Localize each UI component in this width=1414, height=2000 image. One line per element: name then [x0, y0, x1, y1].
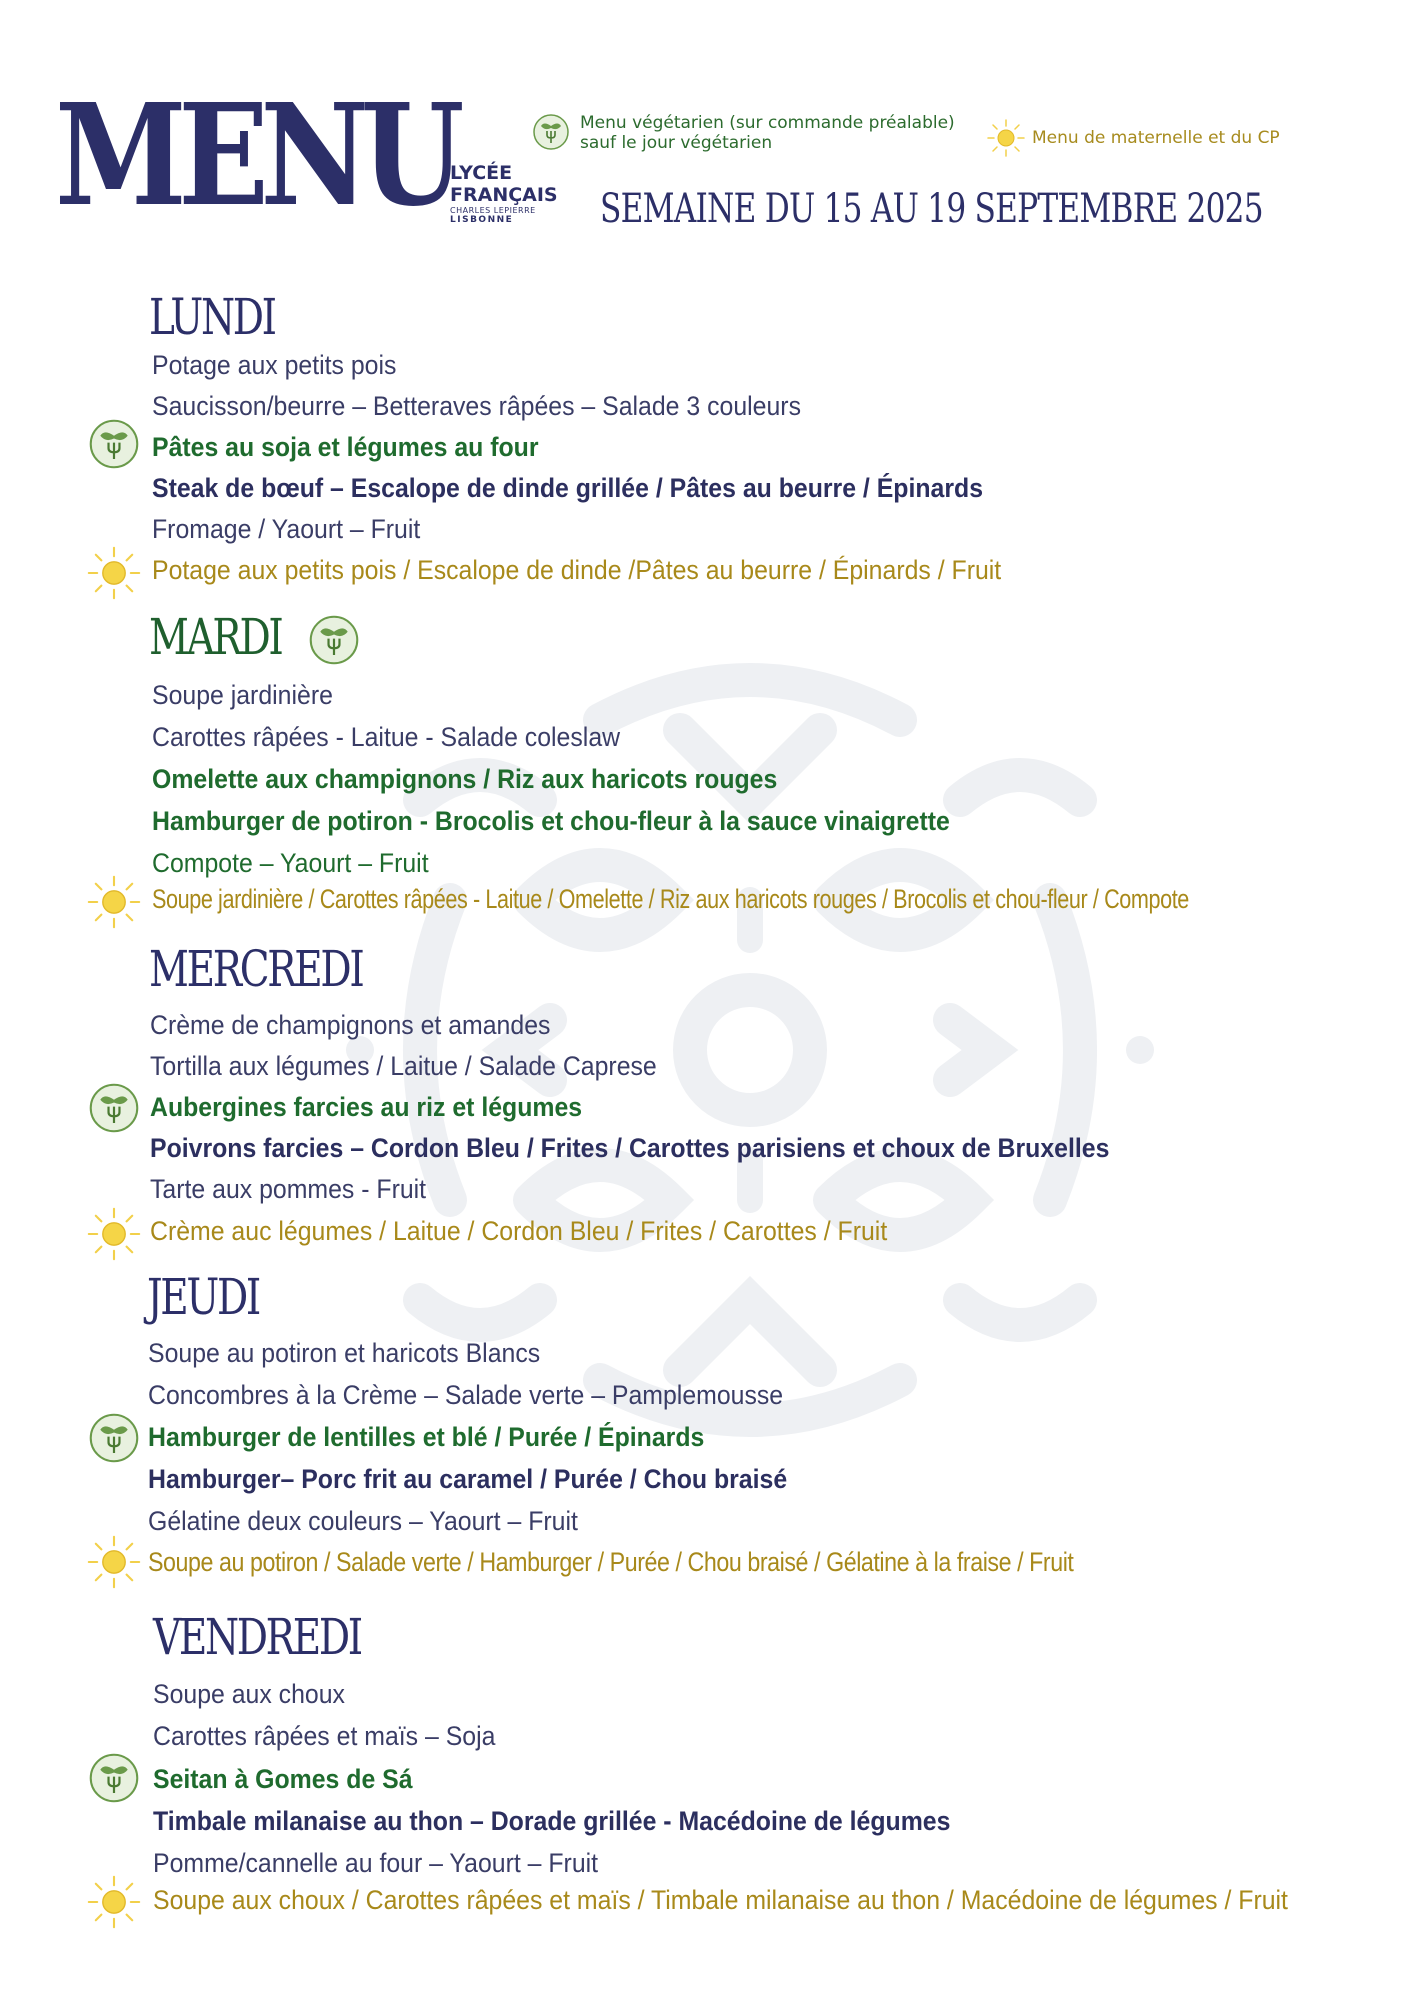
legend-mat-text: Menu de maternelle et du CP: [1032, 128, 1280, 148]
vegetarian-dish: Seitan à Gomes de Sá: [153, 1764, 413, 1794]
starter-soup: Soupe aux choux: [153, 1679, 345, 1709]
school-name-line3: CHARLES LEPIERRE: [450, 206, 536, 215]
starter-soup: Soupe jardinière: [152, 680, 333, 710]
school-logo: [450, 162, 558, 225]
main-dish: Poivrons farcies – Cordon Bleu / Frites / Carottes parisiens et choux de Bruxelles: [150, 1133, 1110, 1163]
school-name-line2: FRANÇAIS: [450, 184, 558, 206]
starter-salads: Carottes râpées et maïs – Soja: [153, 1721, 496, 1751]
legend-vegetarian: [532, 113, 955, 153]
main-dish: Timbale milanaise au thon – Dorade grillée - Macédoine de légumes: [153, 1806, 951, 1836]
starter-salads: Carottes râpées - Laitue - Salade coleslaw: [152, 722, 621, 752]
main-dish: Steak de bœuf – Escalope de dinde grillée / Pâtes au beurre / Épinards: [152, 473, 984, 503]
vegetarian-day-icon: [308, 614, 360, 666]
legend-maternelle: [986, 118, 1280, 158]
starter-salads: Concombres à la Crème – Salade verte – Pamplemousse: [148, 1380, 784, 1410]
starter-soup: Potage aux petits pois: [152, 350, 397, 380]
dessert: Compote – Yaourt – Fruit: [152, 848, 429, 878]
day-title-lundi: LUNDI: [149, 288, 275, 346]
starter-salads: Tortilla aux légumes / Laitue / Salade Caprese: [150, 1051, 657, 1081]
dessert: Tarte aux pommes - Fruit: [150, 1174, 427, 1204]
maternelle-menu: Soupe aux choux / Carottes râpées et maïs / Timbale milanaise au thon / Macédoine de légumes / Fruit: [153, 1885, 1288, 1915]
leaf-fork-icon: [532, 113, 570, 151]
menu-title: MENU: [55, 74, 456, 238]
main-dish: Hamburger– Porc frit au caramel / Purée / Chou braisé: [148, 1464, 788, 1494]
legend-veg-line2: sauf le jour végétarien: [580, 133, 773, 153]
starter-salads: Saucisson/beurre – Betteraves râpées – Salade 3 couleurs: [152, 391, 802, 421]
day-title-vendredi: VENDREDI: [153, 1608, 361, 1666]
maternelle-menu: Soupe au potiron / Salade verte / Hamburger / Purée / Chou braisé / Gélatine à la fraise / Fruit: [148, 1547, 1074, 1577]
main-dish: Hamburger de potiron - Brocolis et chou-fleur à la sauce vinaigrette: [152, 806, 950, 836]
sun-icon: [986, 118, 1026, 158]
day-title-mardi: MARDI: [149, 608, 282, 666]
starter-soup: Crème de champignons et amandes: [150, 1010, 551, 1040]
vegetarian-icon: [88, 1752, 140, 1804]
sun-icon: [86, 874, 142, 930]
vegetarian-icon: [88, 1412, 140, 1464]
day-title-mercredi: MERCREDI: [149, 940, 363, 998]
maternelle-menu: Potage aux petits pois / Escalope de dinde /Pâtes au beurre / Épinards / Fruit: [152, 555, 1002, 585]
vegetarian-dish: Hamburger de lentilles et blé / Purée / Épinards: [148, 1422, 705, 1452]
day-title-jeudi: JEUDI: [147, 1268, 259, 1326]
maternelle-menu: Soupe jardinière / Carottes râpées - Laitue / Omelette / Riz aux haricots rouges / Brocolis et chou-fleur / Compote: [152, 884, 1189, 914]
week-label: SEMAINE DU 15 AU 19 SEPTEMBRE 2025: [600, 186, 1263, 232]
sun-icon: [86, 1534, 142, 1590]
school-name-line1: LYCÉE: [450, 162, 513, 184]
vegetarian-icon: [88, 418, 140, 470]
sun-icon: [86, 1206, 142, 1262]
sun-icon: [86, 545, 142, 601]
vegetarian-dish: Pâtes au soja et légumes au four: [152, 432, 539, 462]
sun-icon: [86, 1874, 142, 1930]
vegetarian-dish: Omelette aux champignons / Riz aux haricots rouges: [152, 764, 778, 794]
starter-soup: Soupe au potiron et haricots Blancs: [148, 1338, 541, 1368]
dessert: Pomme/cannelle au four – Yaourt – Fruit: [153, 1848, 599, 1878]
vegetarian-icon: [88, 1082, 140, 1134]
maternelle-menu: Crème auc légumes / Laitue / Cordon Bleu / Frites / Carottes / Fruit: [150, 1216, 888, 1246]
dessert: Gélatine deux couleurs – Yaourt – Fruit: [148, 1506, 578, 1536]
vegetarian-dish: Aubergines farcies au riz et légumes: [150, 1092, 583, 1122]
dessert: Fromage / Yaourt – Fruit: [152, 514, 421, 544]
school-name-line4: LISBONNE: [450, 215, 514, 225]
legend-veg-line1: Menu végétarien (sur commande préalable): [580, 113, 955, 133]
